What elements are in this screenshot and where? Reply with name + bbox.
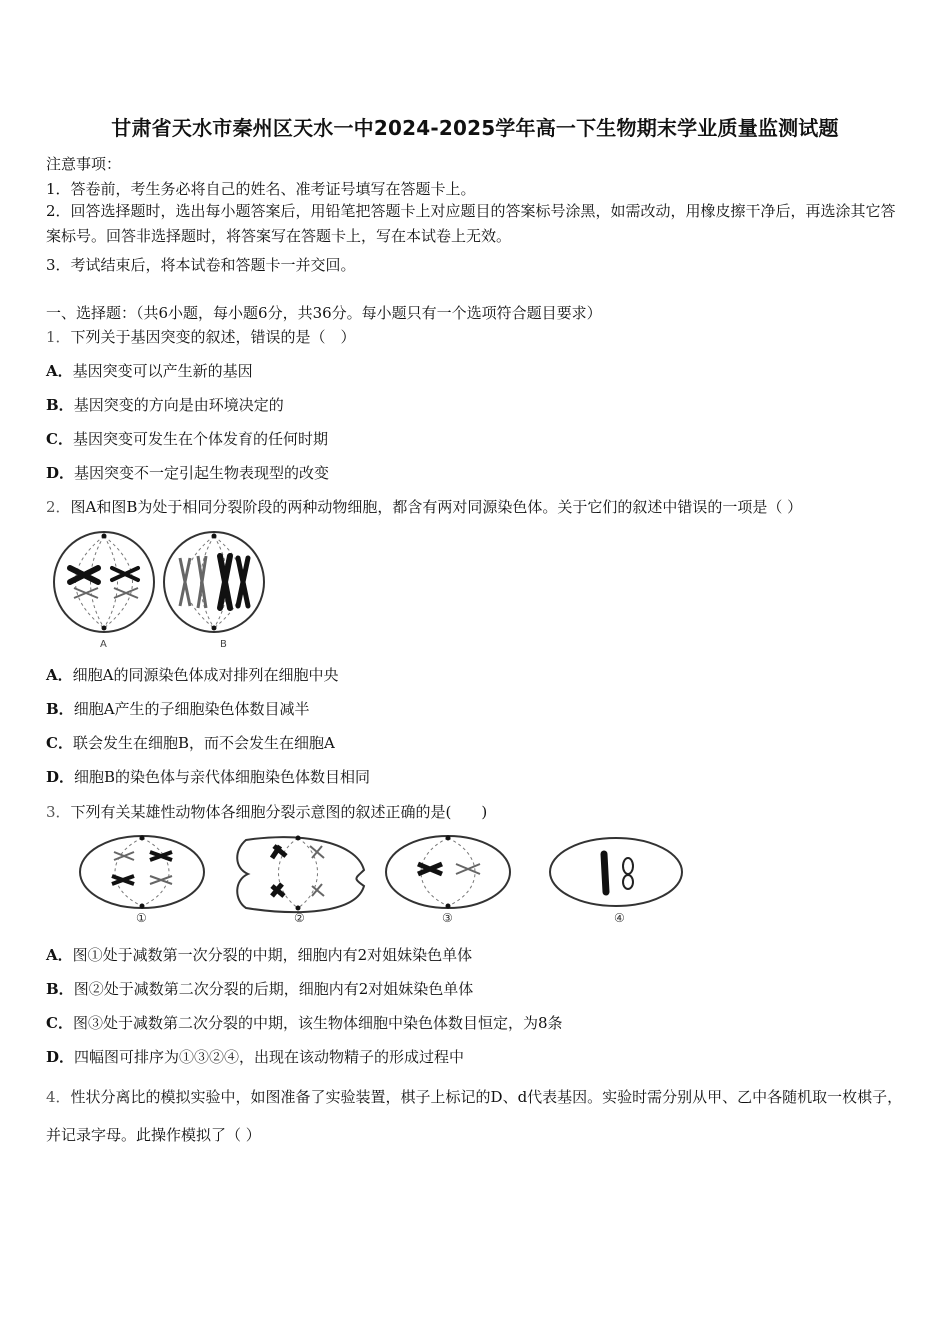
cell-2 [237, 836, 364, 913]
question-number: 3． [46, 803, 71, 821]
q2-option-d: D．细胞B的染色体与亲代体细胞染色体数目相同 [46, 768, 371, 786]
notice-item-2: 2．回答选择题时，选出每小题答案后，用铅笔把答题卡上对应题目的答案标号涂黑，如需改动，用橡皮擦干净后，再选涂其它答案标号。回答非选择题时，将答案写在答题卡上，写在本试卷上无效。 [46, 202, 896, 245]
q3-option-b: B．图②处于减数第二次分裂的后期，细胞内有2对姐妹染色单体 [46, 980, 474, 998]
figure-label-4: ④ [614, 911, 625, 925]
question-2-stem [46, 497, 802, 517]
notice-heading: 注意事项： [46, 155, 122, 173]
q3-option-d: D．四幅图可排序为①③②④，出现在该动物精子的形成过程中 [46, 1048, 465, 1066]
q3-option-c: C．图③处于减数第二次分裂的中期，该生物体细胞中染色体数目恒定，为8条 [46, 1014, 563, 1032]
page-title: 甘肃省天水市秦州区天水一中2024-2025学年高一下生物期末学业质量监测试题 [111, 116, 839, 140]
question-4-stem [46, 1078, 906, 1154]
question-number: 2． [46, 498, 71, 516]
figure-label-1: ① [136, 911, 147, 925]
section-heading: 一、选择题：（共6小题，每小题6分，共36分。每小题只有一个选项符合题目要求） [46, 304, 602, 322]
question-text: 图A和图B为处于相同分裂阶段的两种动物细胞，都含有两对同源染色体。关于它们的叙述中错误的一项是（ ） [70, 498, 803, 516]
figure-label-3: ③ [442, 911, 453, 925]
q2-option-a: A．细胞A的同源染色体成对排列在细胞中央 [46, 666, 339, 684]
figure-label-a: A [100, 639, 107, 650]
question-text: 下列关于基因突变的叙述，错误的是（ ） [70, 328, 356, 346]
q3-option-a: A．图①处于减数第一次分裂的中期，细胞内有2对姐妹染色单体 [46, 946, 473, 964]
cell-4 [550, 838, 682, 906]
cell-1 [80, 836, 204, 909]
question-number: 1． [46, 328, 71, 346]
cell-a [54, 532, 154, 632]
figure-label-2: ② [294, 911, 305, 925]
notice-item-1: 1．答卷前，考生务必将自己的姓名、准考证号填写在答题卡上。 [46, 180, 476, 198]
cell-figure-ab [46, 526, 276, 650]
q2-option-c: C．联会发生在细胞B，而不会发生在细胞A [46, 734, 335, 752]
q2-option-b: B．细胞A产生的子细胞染色体数目减半 [46, 700, 310, 718]
q1-option-b: B．基因突变的方向是由环境决定的 [46, 396, 284, 414]
figure-label-b: B [220, 639, 227, 650]
q1-option-c: C．基因突变可发生在个体发育的任何时期 [46, 430, 328, 448]
question-text: 下列有关某雄性动物体各细胞分裂示意图的叙述正确的是( ) [70, 803, 488, 821]
question-3-stem [46, 802, 487, 822]
notice-item-3: 3．考试结束后，将本试卷和答题卡一并交回。 [46, 256, 356, 274]
question-number: 4． [46, 1088, 71, 1106]
question-text: 性状分离比的模拟实验中，如图准备了实验装置，棋子上标记的D、d代表基因。实验时需分别从甲、乙中各随机取一枚棋子，并记录字母。此操作模拟了（ ） [46, 1088, 903, 1144]
cell-3 [386, 836, 510, 909]
question-1-stem [46, 327, 356, 347]
cell-figure-1234 [76, 830, 688, 928]
cell-b [164, 532, 264, 632]
q1-option-a: A．基因突变可以产生新的基因 [46, 362, 253, 380]
q1-option-d: D．基因突变不一定引起生物表现型的改变 [46, 464, 330, 482]
